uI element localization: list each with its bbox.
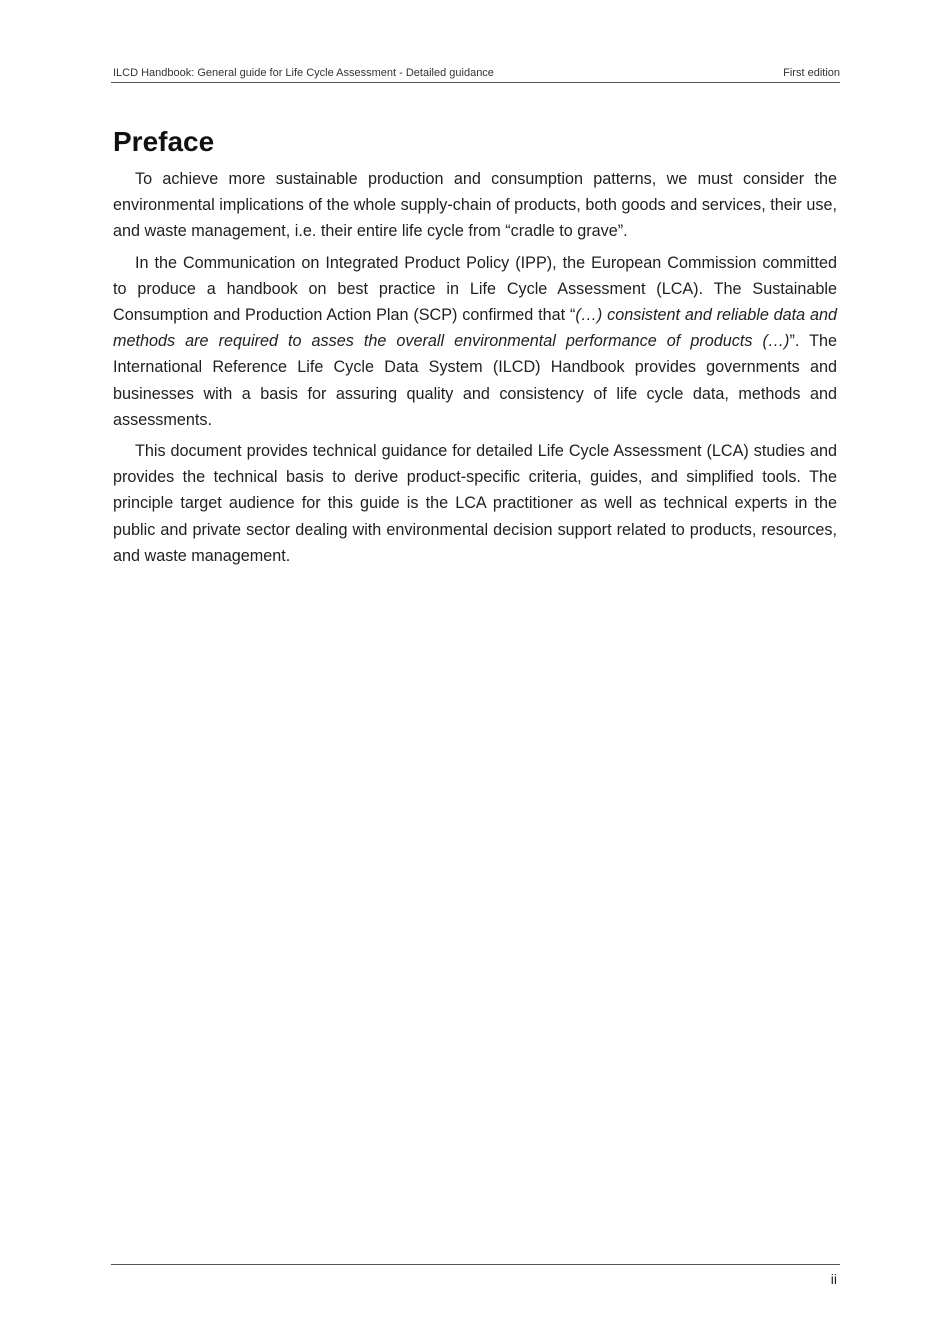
paragraph-2 — [113, 250, 837, 433]
running-header — [113, 66, 840, 82]
page-number: ii — [830, 1271, 837, 1287]
footer-rule — [111, 1264, 840, 1265]
paragraph-1: To achieve more sustainable production and consumption patterns, we must consider the environmental implications of the whole supply-chain of products, both goods and services, their use, and waste management, i.e. their entire life cycle from “cradle to grave”. — [113, 170, 837, 241]
header-rule — [111, 82, 840, 83]
paragraph-2-rest: ”. The International Reference Life Cycle Data System (ILCD) Handbook provides governments and businesses with a basis for assuring quality and consistency of life cycle data, methods and assessments. — [113, 332, 837, 429]
body-text — [113, 166, 837, 574]
header-edition: First edition — [783, 67, 840, 79]
header-title: ILCD Handbook: General guide for Life Cycle Assessment - Detailed guidance — [113, 67, 494, 79]
section-heading: Preface — [113, 126, 215, 157]
paragraph-2-intro: In the Communication on Integrated Product Policy (IPP), the European Commission committed to produce a handbook on best practice in Life Cycle Assessment (LCA). The Sustainable Consumption and Production Action Plan (SCP) confirmed that “ — [113, 253, 837, 325]
paragraph-3: This document provides technical guidance for detailed Life Cycle Assessment (LCA) studies and provides the technical basis to derive product-specific criteria, guides, and simplified tools. The principle target audience for this guide is the LCA practitioner as well as technical experts in the public and private sector dealing with environmental decision support related to products, resources, and waste management. — [113, 442, 837, 565]
paragraph-2-quote: (…) consistent and reliable data and methods are required to asses the overall environmental performance of products (…) — [113, 306, 837, 351]
